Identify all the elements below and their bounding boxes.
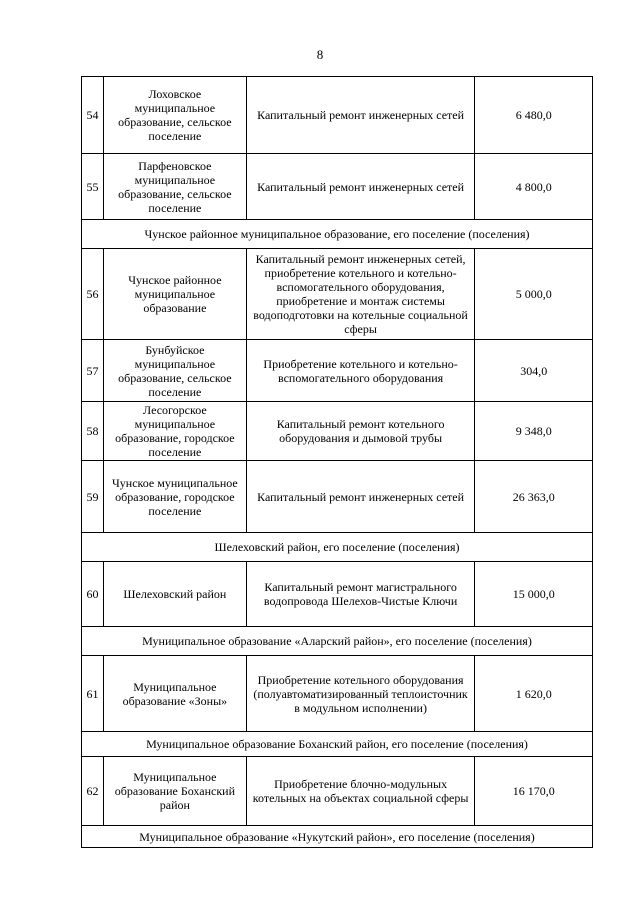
work-cell: Приобретение котельного и котельно-вспомогательного оборудования	[246, 340, 475, 402]
work-cell: Приобретение блочно-модульных котельных на объектах социальной сферы	[246, 757, 475, 826]
section-row	[82, 220, 593, 249]
amount-cell: 16 170,0	[475, 757, 593, 826]
table-row	[82, 656, 593, 732]
municipality-cell: Чунское муниципальное образование, городское поселение	[104, 461, 247, 533]
municipality-cell: Лоховское муниципальное образование, сельское поселение	[104, 77, 247, 154]
municipality-cell: Парфеновское муниципальное образование, сельское поселение	[104, 154, 247, 220]
work-cell: Капитальный ремонт магистрального водопровода Шелехов-Чистые Ключи	[246, 562, 475, 627]
table-row	[82, 249, 593, 340]
table-row	[82, 77, 593, 154]
section-row	[82, 627, 593, 656]
table-row	[82, 154, 593, 220]
funding-table	[81, 76, 593, 848]
row-number: 57	[82, 340, 104, 402]
work-cell: Капитальный ремонт инженерных сетей, приобретение котельного и котельно-вспомогательного оборудования, приобретение и монтаж системы водоподготовки на котельные социальной сферы	[246, 249, 475, 340]
municipality-cell: Шелеховский район	[104, 562, 247, 627]
section-title: Шелеховский район, его поселение (поселения)	[82, 533, 593, 562]
amount-cell: 1 620,0	[475, 656, 593, 732]
work-cell: Приобретение котельного оборудования (полуавтоматизированный теплоисточник в модульном исполнении)	[246, 656, 475, 732]
work-cell: Капитальный ремонт инженерных сетей	[246, 154, 475, 220]
amount-cell: 4 800,0	[475, 154, 593, 220]
section-title: Муниципальное образование «Нукутский район», его поселение (поселения)	[82, 826, 593, 848]
section-row	[82, 826, 593, 848]
municipality-cell: Муниципальное образование «Зоны»	[104, 656, 247, 732]
row-number: 54	[82, 77, 104, 154]
row-number: 56	[82, 249, 104, 340]
municipality-cell: Бунбуйское муниципальное образование, сельское поселение	[104, 340, 247, 402]
row-number: 58	[82, 402, 104, 461]
section-row	[82, 533, 593, 562]
section-title: Муниципальное образование Боханский район, его поселение (поселения)	[82, 732, 593, 757]
row-number: 60	[82, 562, 104, 627]
table-row	[82, 562, 593, 627]
work-cell: Капитальный ремонт инженерных сетей	[246, 461, 475, 533]
work-cell: Капитальный ремонт котельного оборудования и дымовой трубы	[246, 402, 475, 461]
municipality-cell: Чунское районное муниципальное образование	[104, 249, 247, 340]
table-row	[82, 757, 593, 826]
amount-cell: 26 363,0	[475, 461, 593, 533]
amount-cell: 9 348,0	[475, 402, 593, 461]
work-cell: Капитальный ремонт инженерных сетей	[246, 77, 475, 154]
row-number: 55	[82, 154, 104, 220]
amount-cell: 5 000,0	[475, 249, 593, 340]
amount-cell: 15 000,0	[475, 562, 593, 627]
municipality-cell: Муниципальное образование Боханский район	[104, 757, 247, 826]
section-title: Муниципальное образование «Аларский район», его поселение (поселения)	[82, 627, 593, 656]
row-number: 62	[82, 757, 104, 826]
amount-cell: 304,0	[475, 340, 593, 402]
row-number: 61	[82, 656, 104, 732]
municipality-cell: Лесогорское муниципальное образование, городское поселение	[104, 402, 247, 461]
table-row	[82, 461, 593, 533]
page-number: 8	[316, 47, 324, 62]
table-row	[82, 402, 593, 461]
section-row	[82, 732, 593, 757]
amount-cell: 6 480,0	[475, 77, 593, 154]
row-number: 59	[82, 461, 104, 533]
section-title: Чунское районное муниципальное образование, его поселение (поселения)	[82, 220, 593, 249]
table-row	[82, 340, 593, 402]
